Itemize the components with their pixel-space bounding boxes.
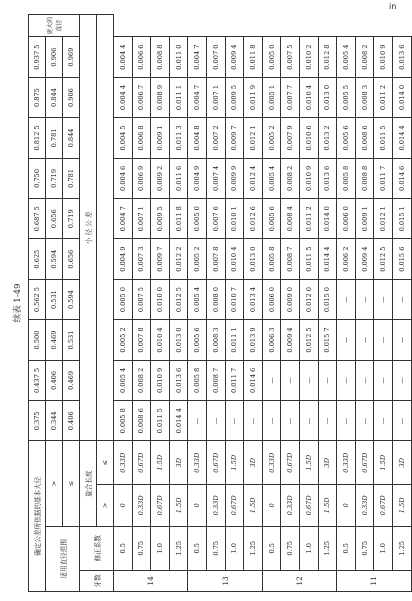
- range-label: 适用直径范围: [46, 526, 80, 591]
- tolerance-cell: —: [206, 401, 225, 441]
- tolerance-cell: 0.009 4: [225, 37, 244, 77]
- tolerance-subheader: [97, 15, 114, 442]
- tolerance-cell: 0.005 2: [114, 320, 133, 360]
- tolerance-cell: 0.005 1: [262, 77, 281, 117]
- tolerance-cell: —: [392, 279, 411, 319]
- engagement-le-cell: 0.33D: [114, 441, 133, 484]
- tolerance-cell: 0.014 0: [318, 199, 337, 239]
- tolerance-cell: 0.013 6: [169, 360, 188, 400]
- tolerance-cell: 0.006 0: [262, 279, 281, 319]
- tolerance-cell: 0.013 6: [318, 158, 337, 198]
- tolerance-cell: 0.005 2: [188, 239, 207, 279]
- tolerance-cell: 0.013 4: [244, 279, 263, 319]
- range-gt-cell: 0.656: [46, 199, 63, 239]
- coef-cell: 0.75: [132, 526, 151, 570]
- tolerance-cell: 0.010 9: [374, 37, 393, 77]
- range-gt-cell: 0.594: [46, 239, 63, 279]
- tolerance-cell: —: [337, 279, 356, 319]
- tolerance-cell: 0.007 8: [206, 239, 225, 279]
- tolerance-cell: 0.008 6: [355, 118, 374, 158]
- tolerance-cell: 0.005 4: [337, 37, 356, 77]
- coef-cell: 1.25: [169, 526, 188, 570]
- range-le-cell: 0.469: [63, 360, 80, 400]
- tolerance-cell: 0.010 9: [151, 360, 170, 400]
- tolerance-cell: 0.006 8: [132, 118, 151, 158]
- tolerance-cell: 0.007 6: [206, 199, 225, 239]
- basic-size-cell: 0.875: [29, 77, 46, 117]
- tolerance-cell: 0.008 2: [281, 158, 300, 198]
- tolerance-cell: —: [392, 401, 411, 441]
- tolerance-cell: 0.004 7: [188, 37, 207, 77]
- coef-cell: 0.75: [281, 526, 300, 570]
- tolerance-cell: —: [355, 401, 374, 441]
- tolerance-cell: 0.005 5: [337, 77, 356, 117]
- tolerance-cell: 0.007 1: [132, 199, 151, 239]
- table-row: [262, 15, 281, 592]
- tolerance-cell: 0.015 0: [318, 279, 337, 319]
- tolerance-cell: 0.012 4: [244, 158, 263, 198]
- engagement-le-cell: 0.67D: [355, 441, 374, 484]
- basic-size-cell: 0.625: [29, 239, 46, 279]
- tolerance-cell: 0.004 6: [114, 158, 133, 198]
- coef-cell: 1.25: [244, 526, 263, 570]
- tolerance-cell: 0.009 0: [281, 279, 300, 319]
- tolerance-cell: 0.005 6: [337, 118, 356, 158]
- range-gt-cell: 0.906: [46, 37, 63, 77]
- table-row: [337, 15, 356, 592]
- range-le-cell: 0.781: [63, 158, 80, 198]
- tolerance-cell: 0.012 5: [299, 320, 318, 360]
- tolerance-cell: 0.006 6: [132, 37, 151, 77]
- engagement-le-cell: 3D: [318, 441, 337, 484]
- tolerance-cell: 0.013 0: [318, 77, 337, 117]
- tolerance-cell: 0.011 8: [244, 37, 263, 77]
- tolerance-cell: 0.011 9: [244, 77, 263, 117]
- tolerance-cell: 0.008 8: [355, 158, 374, 198]
- tolerance-cell: —: [299, 401, 318, 441]
- tolerance-cell: 0.007 7: [281, 77, 300, 117]
- table-row: [244, 15, 263, 592]
- tolerance-cell: 0.008 2: [132, 360, 151, 400]
- range-gt-cell: 0.719: [46, 158, 63, 198]
- engagement-gt-cell: 0: [337, 484, 356, 526]
- engagement-gt-cell: 1.5D: [244, 484, 263, 526]
- tolerance-cell: 0.005 0: [262, 37, 281, 77]
- tolerance-cell: —: [262, 360, 281, 400]
- tolerance-cell: 0.015 7: [318, 320, 337, 360]
- coef-cell: 1.0: [374, 526, 393, 570]
- basic-size-cell: 0.500: [29, 320, 46, 360]
- tolerance-cell: 0.013 6: [392, 37, 411, 77]
- tolerance-cell: 0.005 2: [262, 118, 281, 158]
- range-gt-symbol: >: [46, 441, 63, 526]
- tolerance-cell: 0.014 0: [392, 77, 411, 117]
- coef-label: 修正系数: [80, 526, 114, 570]
- tolerance-cell: 0.004 8: [188, 118, 207, 158]
- basic-size-cell: 0.750: [29, 158, 46, 198]
- tolerance-cell: 0.013 0: [244, 239, 263, 279]
- tolerance-cell: 0.011 5: [299, 239, 318, 279]
- tolerance-cell: 0.011 8: [169, 199, 188, 239]
- range-gt-cell: 0.469: [46, 320, 63, 360]
- tolerance-cell: 0.007 8: [132, 320, 151, 360]
- engagement-gt-cell: 0.33D: [281, 484, 300, 526]
- tolerance-cell: 0.009 2: [151, 158, 170, 198]
- tolerance-cell: 0.013 0: [169, 320, 188, 360]
- range-gt-cell: 0.406: [46, 360, 63, 400]
- tolerance-cell: 0.010 7: [225, 279, 244, 319]
- table-body: [114, 15, 412, 592]
- basic-size-cell: 0.375: [29, 401, 46, 441]
- tolerance-cell: 0.014 4: [169, 401, 188, 441]
- tolerance-cell: —: [392, 320, 411, 360]
- tolerance-cell: 0.004 9: [188, 158, 207, 198]
- table-header: [29, 15, 114, 592]
- tolerance-cell: 0.012 1: [244, 118, 263, 158]
- tolerance-cell: 0.010 9: [299, 158, 318, 198]
- basic-size-cell: 0.437 5: [29, 360, 46, 400]
- engagement-gt-cell: 0.33D: [355, 484, 374, 526]
- tolerance-cell: 0.004 7: [114, 199, 133, 239]
- tolerance-cell: 0.015 1: [392, 199, 411, 239]
- table-row: [281, 15, 300, 592]
- engagement-le-cell: 0.67D: [132, 441, 151, 484]
- tolerance-cell: 0.012 0: [299, 279, 318, 319]
- engagement-le-cell: 1.5D: [151, 441, 170, 484]
- tolerance-cell: 0.014 6: [392, 158, 411, 198]
- tolerance-cell: 0.006 0: [337, 199, 356, 239]
- table-row: [169, 15, 188, 592]
- tolerance-cell: 0.006 9: [132, 158, 151, 198]
- tolerance-cell: 0.008 4: [281, 199, 300, 239]
- tolerance-cell: 0.010 2: [299, 37, 318, 77]
- coef-cell: 0.75: [206, 526, 225, 570]
- engagement-gt-cell: 1.5D: [318, 484, 337, 526]
- engagement-le-cell: 3D: [392, 441, 411, 484]
- tolerance-cell: —: [374, 320, 393, 360]
- tolerance-cell: 0.013 2: [318, 118, 337, 158]
- tolerance-cell: —: [355, 279, 374, 319]
- engagement-le-cell: 3D: [169, 441, 188, 484]
- tolerance-cell: 0.011 2: [299, 199, 318, 239]
- tolerance-cell: 0.006 2: [337, 239, 356, 279]
- engagement-label: 旋合长度: [80, 441, 97, 526]
- tolerance-cell: 0.007 2: [206, 118, 225, 158]
- basic-size-label: 确定公差所依据的基本大径: [29, 441, 46, 592]
- engagement-le-cell: 0.33D: [188, 441, 207, 484]
- table-row: [374, 15, 393, 592]
- tolerance-cell: —: [299, 360, 318, 400]
- engagement-gt-cell: 1.5D: [392, 484, 411, 526]
- engagement-le-cell: 0.67D: [281, 441, 300, 484]
- tolerance-cell: 0.007 1: [206, 77, 225, 117]
- table-row: [188, 15, 207, 592]
- range-le-cell: 0.906: [63, 77, 80, 117]
- tolerance-cell: —: [225, 401, 244, 441]
- engagement-le-cell: 1.5D: [299, 441, 318, 484]
- engagement-gt-cell: 0.33D: [132, 484, 151, 526]
- engagement-gt-cell: 0.67D: [151, 484, 170, 526]
- tolerance-cell: 0.008 9: [151, 77, 170, 117]
- tolerance-cell: —: [337, 401, 356, 441]
- tolerance-cell: 0.011 5: [151, 401, 170, 441]
- tolerance-cell: 0.005 6: [188, 320, 207, 360]
- tolerance-table: [28, 14, 412, 592]
- tolerance-cell: 0.011 0: [169, 37, 188, 77]
- tolerance-cell: 0.004 4: [114, 37, 133, 77]
- tolerance-cell: 0.007 3: [132, 239, 151, 279]
- tolerance-cell: 0.010 4: [151, 320, 170, 360]
- range-gt-cell: 0.844: [46, 77, 63, 117]
- coef-cell: 0.75: [355, 526, 374, 570]
- tolerance-cell: 0.009 7: [225, 118, 244, 158]
- tolerance-cell: 0.008 3: [206, 320, 225, 360]
- class-label: 牙数: [80, 570, 114, 591]
- tolerance-cell: 0.008 2: [355, 37, 374, 77]
- engagement-le-cell: 1.5D: [374, 441, 393, 484]
- tolerance-cell: 0.005 8: [188, 360, 207, 400]
- engagement-gt-cell: 0.67D: [374, 484, 393, 526]
- tolerance-cell: 0.009 4: [281, 320, 300, 360]
- tolerance-cell: 0.009 1: [151, 118, 170, 158]
- tolerance-cell: 0.007 5: [132, 279, 151, 319]
- range-le-cell: 0.969: [63, 37, 80, 77]
- tolerance-cell: 0.008 7: [281, 239, 300, 279]
- tolerance-cell: —: [318, 401, 337, 441]
- tolerance-cell: 0.005 8: [337, 158, 356, 198]
- tolerance-cell: 0.012 8: [318, 37, 337, 77]
- tolerance-cell: 0.011 1: [225, 320, 244, 360]
- basic-size-cell: 0.812 5: [29, 118, 46, 158]
- tolerance-cell: 0.004 4: [114, 77, 133, 117]
- coef-cell: 0.5: [337, 526, 356, 570]
- engagement-gt-cell: 0: [262, 484, 281, 526]
- tolerance-cell: —: [281, 401, 300, 441]
- table-row: [225, 15, 244, 592]
- range-le-cell: 0.656: [63, 239, 80, 279]
- tolerance-cell: 0.015 6: [392, 239, 411, 279]
- tolerance-cell: 0.008 6: [132, 401, 151, 441]
- tolerance-cell: —: [281, 360, 300, 400]
- range-le-cell: 0.531: [63, 320, 80, 360]
- tolerance-cell: 0.004 5: [114, 118, 133, 158]
- tolerance-cell: 0.007 0: [206, 37, 225, 77]
- range-le-cell: 0.406: [63, 401, 80, 441]
- tolerance-cell: 0.009 1: [355, 199, 374, 239]
- tolerance-cell: 0.004 9: [114, 239, 133, 279]
- table-row: [299, 15, 318, 592]
- tolerance-cell: 0.011 6: [169, 158, 188, 198]
- unit-label: in: [389, 2, 397, 11]
- rotated-page: [8, 14, 406, 592]
- tolerance-cell: 0.011 1: [169, 77, 188, 117]
- table-row: [206, 15, 225, 592]
- tolerance-cell: 0.007 4: [206, 158, 225, 198]
- table-row: [151, 15, 170, 592]
- engagement-gt-cell: 0.67D: [225, 484, 244, 526]
- range-le-cell: 0.594: [63, 279, 80, 319]
- tolerance-cell: 0.005 8: [262, 239, 281, 279]
- engagement-le-cell: 3D: [244, 441, 263, 484]
- tolerance-cell: 0.014 6: [244, 360, 263, 400]
- table-row: [132, 15, 151, 592]
- tolerance-cell: 0.007 9: [281, 118, 300, 158]
- tolerance-cell: 0.011 7: [225, 360, 244, 400]
- engagement-le-cell: 0.33D: [262, 441, 281, 484]
- tolerance-cell: 0.008 8: [151, 37, 170, 77]
- engagement-gt-cell: 1.5D: [169, 484, 188, 526]
- tolerance-cell: 0.006 7: [132, 77, 151, 117]
- tolerance-cell: 0.007 5: [281, 37, 300, 77]
- tolerance-cell: —: [374, 279, 393, 319]
- table-row: [318, 15, 337, 592]
- tolerance-cell: 0.005 8: [114, 401, 133, 441]
- tolerance-cell: 0.005 0: [188, 199, 207, 239]
- tolerance-cell: —: [188, 401, 207, 441]
- coef-cell: 1.25: [318, 526, 337, 570]
- tolerance-cell: 0.005 0: [114, 279, 133, 319]
- tolerance-cell: —: [355, 360, 374, 400]
- engagement-le-cell: 0.33D: [337, 441, 356, 484]
- tolerance-cell: —: [392, 360, 411, 400]
- table-row: [114, 15, 133, 592]
- larger-diameter-label: 更大的直径: [29, 15, 80, 37]
- tolerance-cell: 0.012 5: [374, 239, 393, 279]
- tolerance-cell: 0.005 6: [262, 199, 281, 239]
- range-le-cell: 0.844: [63, 118, 80, 158]
- coef-cell: 1.0: [299, 526, 318, 570]
- tolerance-cell: 0.006 3: [262, 320, 281, 360]
- tolerance-cell: 0.011 7: [374, 158, 393, 198]
- thread-count-cell: 12: [262, 570, 336, 591]
- tolerance-cell: 0.010 6: [299, 118, 318, 158]
- tolerance-cell: 0.011 2: [374, 77, 393, 117]
- coef-cell: 0.5: [114, 526, 133, 570]
- table-title: 续表 1-49: [13, 283, 23, 323]
- tolerance-cell: 0.009 9: [225, 158, 244, 198]
- tolerance-cell: —: [337, 360, 356, 400]
- engagement-le: ≤: [97, 441, 114, 484]
- thread-count-cell: 13: [188, 570, 262, 591]
- tolerance-cell: 0.004 7: [188, 77, 207, 117]
- tolerance-cell: 0.012 1: [374, 199, 393, 239]
- engagement-le-cell: 0.67D: [206, 441, 225, 484]
- tolerance-cell: 0.013 9: [244, 320, 263, 360]
- tolerance-cell: —: [374, 401, 393, 441]
- range-le-symbol: ≤: [63, 441, 80, 526]
- tolerance-cell: 0.014 4: [392, 118, 411, 158]
- tolerance-label: 小 径 公 差: [80, 15, 97, 442]
- tolerance-cell: 0.005 4: [262, 158, 281, 198]
- range-le-cell: 0.719: [63, 199, 80, 239]
- tolerance-cell: 0.005 4: [114, 360, 133, 400]
- engagement-gt-cell: 0.33D: [206, 484, 225, 526]
- tolerance-cell: 0.009 7: [151, 239, 170, 279]
- tolerance-cell: —: [244, 401, 263, 441]
- tolerance-cell: 0.008 3: [355, 77, 374, 117]
- range-gt-cell: 0.344: [46, 401, 63, 441]
- engagement-gt-cell: 0: [114, 484, 133, 526]
- coef-cell: 0.5: [188, 526, 207, 570]
- tolerance-cell: —: [318, 360, 337, 400]
- basic-size-cell: 0.687 5: [29, 199, 46, 239]
- thread-count-cell: 11: [337, 570, 411, 591]
- tolerance-cell: 0.010 4: [299, 77, 318, 117]
- tolerance-cell: 0.009 5: [225, 77, 244, 117]
- tolerance-cell: 0.010 1: [225, 199, 244, 239]
- tolerance-cell: 0.010 4: [225, 239, 244, 279]
- coef-cell: 0.5: [262, 526, 281, 570]
- tolerance-cell: 0.012 2: [169, 239, 188, 279]
- tolerance-cell: 0.011 3: [169, 118, 188, 158]
- engagement-gt-cell: 0: [188, 484, 207, 526]
- range-gt-cell: 0.781: [46, 118, 63, 158]
- tolerance-cell: 0.012 5: [169, 279, 188, 319]
- tolerance-cell: 0.005 4: [188, 279, 207, 319]
- tolerance-cell: 0.009 5: [151, 199, 170, 239]
- table-row: [355, 15, 374, 592]
- engagement-le-cell: 1.5D: [225, 441, 244, 484]
- basic-size-cell: 0.562 5: [29, 279, 46, 319]
- tolerance-cell: 0.011 5: [374, 118, 393, 158]
- tolerance-cell: —: [355, 320, 374, 360]
- basic-size-cell: 0.937 5: [29, 37, 46, 77]
- tolerance-cell: —: [337, 320, 356, 360]
- tolerance-cell: 0.008 7: [206, 360, 225, 400]
- coef-cell: 1.0: [151, 526, 170, 570]
- table-row: [392, 15, 411, 592]
- coef-cell: 1.25: [392, 526, 411, 570]
- tolerance-cell: 0.012 6: [244, 199, 263, 239]
- range-gt-cell: 0.531: [46, 279, 63, 319]
- engagement-gt: >: [97, 484, 114, 526]
- tolerance-cell: —: [374, 360, 393, 400]
- tolerance-cell: —: [262, 401, 281, 441]
- tolerance-cell: 0.014 4: [318, 239, 337, 279]
- coef-cell: 1.0: [225, 526, 244, 570]
- tolerance-cell: 0.009 4: [355, 239, 374, 279]
- tolerance-cell: 0.008 0: [206, 279, 225, 319]
- engagement-gt-cell: 0.67D: [299, 484, 318, 526]
- thread-count-cell: 14: [114, 570, 188, 591]
- tolerance-cell: 0.010 0: [151, 279, 170, 319]
